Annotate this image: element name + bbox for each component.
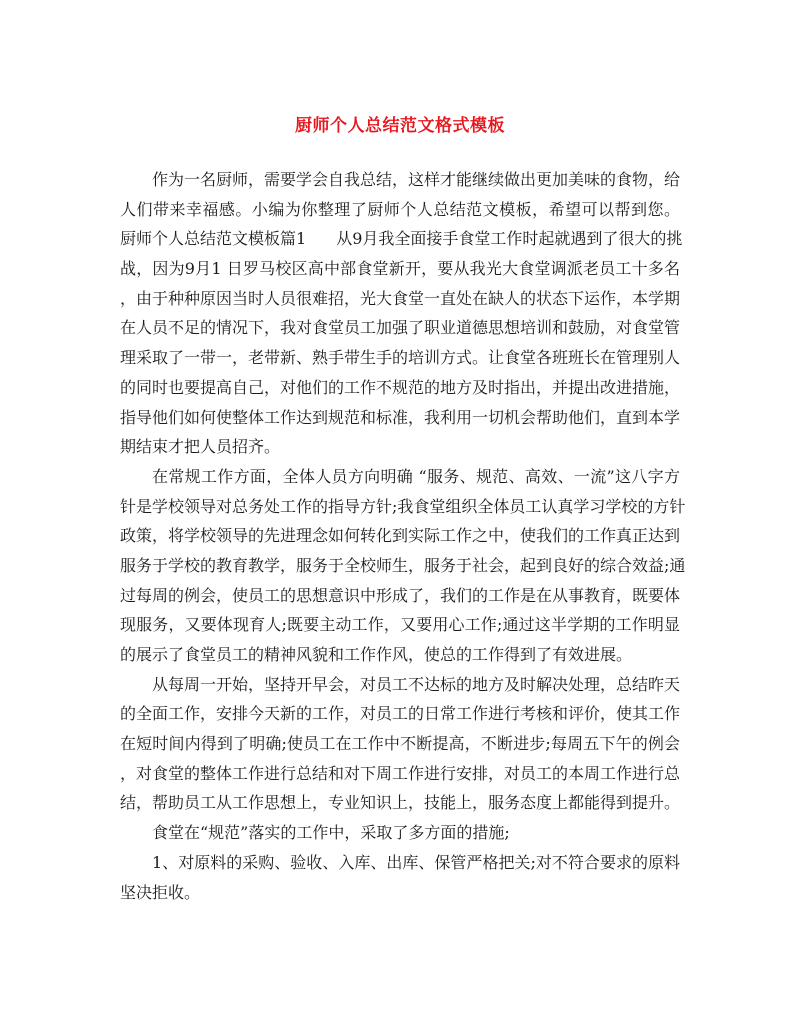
paragraph-line: 期结束才把人员招齐。 [120, 437, 281, 457]
paragraph-line: 服务于学校的教育教学，服务于全校师生，服务于社会，起到良好的综合效益;通 [120, 555, 686, 575]
paragraph-line: 在常规工作方面，全体人员方向明确 “服务、规范、高效、一流”这八字方 [152, 466, 680, 486]
document-body [120, 165, 686, 907]
paragraph-line: 在短时间内得到了明确;使员工在工作中不断提高，不断进步;每周五下午的例会 [120, 734, 680, 754]
paragraph-line: 从每周一开始，坚持开早会，对员工不达标的地方及时解决处理，总结昨天 [152, 674, 681, 694]
paragraph-line: ，对食堂的整体工作进行总结和对下周工作进行安排，对员工的本周工作进行总 [120, 763, 681, 783]
paragraph-line: 指导他们如何使整体工作达到规范和标准，我利用一切机会帮助他们，直到本学 [120, 407, 681, 427]
paragraph-line: 过每周的例会，使员工的思想意识中形成了，我们的工作是在从事教育，既要体 [120, 585, 681, 605]
paragraph-line: 1、对原料的采购、验收、入库、出库、保管严格把关;对不符合要求的原料 [152, 852, 680, 872]
paragraph-line: 的全面工作，安排今天新的工作，对员工的日常工作进行考核和评价，使其工作 [120, 704, 681, 724]
paragraph-line: 的同时也要提高自己，对他们的工作不规范的地方及时指出，并提出改进措施， [120, 377, 681, 397]
paragraph-line [120, 224, 683, 254]
paragraph-line: 政策，将学校领导的先进理念如何转化到实际工作之中，使我们的工作真正达到 [120, 526, 681, 546]
paragraph-line: 坚决拒收。 [120, 882, 201, 902]
paragraph-line: 理采取了一带一，老带新、熟手带生手的培训方式。让食堂各班班长在管理别人 [120, 348, 681, 368]
section-heading: 厨师个人总结范文模板篇1 [120, 229, 307, 249]
paragraph-line: 在人员不足的情况下，我对食堂员工加强了职业道德思想培训和鼓励，对食堂管 [120, 318, 681, 338]
paragraph-line: 针是学校领导对总务处工作的指导方针;我食堂组织全体员工认真学习学校的方针 [120, 496, 686, 516]
paragraph-line: ，由于种种原因当时人员很难招，光大食堂一直处在缺人的状态下运作，本学期 [120, 288, 681, 308]
paragraph-line: 的展示了食堂员工的精神风貌和工作作风，使总的工作得到了有效进展。 [120, 645, 633, 664]
paragraph-line: 现服务，又要体现育人;既要主动工作，又要用心工作;通过这半学期的工作明显 [120, 615, 680, 635]
paragraph-line: 战，因为9月1 日罗马校区高中部食堂新开，要从我光大食堂调派老员工十多名 [120, 259, 680, 279]
paragraph-text: 从9月我全面接手食堂工作时起就遇到了很大的挑 [336, 229, 683, 249]
paragraph-line: 人们带来幸福感。小编为你整理了厨师个人总结范文模板，希望可以帮到您。 [120, 199, 680, 219]
paragraph-line: 结，帮助员工从工作思想上，专业知识上，技能上，服务态度上都能得到提升。 [120, 793, 681, 813]
document-title: 厨师个人总结范文格式模板 [295, 116, 505, 136]
paragraph-line: 作为一名厨师，需要学会自我总结，这样才能继续做出更加美味的食物，给 [152, 170, 681, 189]
paragraph-line: 食堂在“规范”落实的工作中，采取了多方面的措施; [152, 823, 510, 843]
